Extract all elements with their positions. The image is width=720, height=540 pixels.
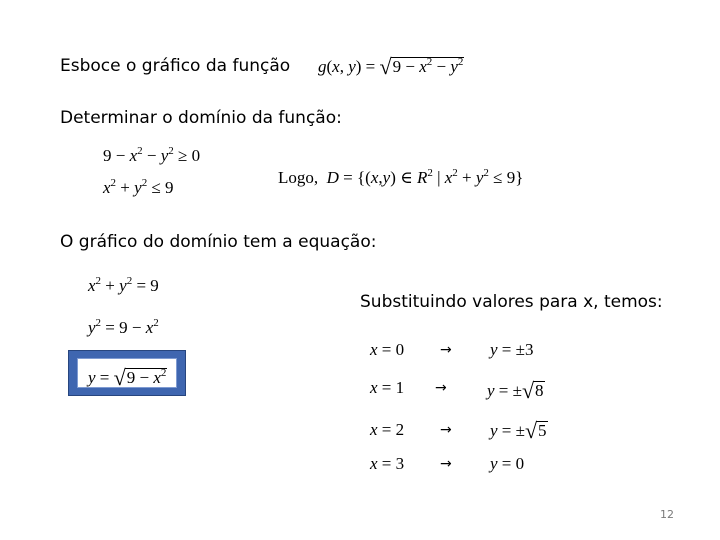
arrow-1: → (435, 380, 447, 396)
sub-y-3: y = 0 (490, 454, 525, 473)
heading-domain: Determinar o domínio da função: (60, 108, 342, 128)
heading-graph: O gráfico do domínio tem a equação: (60, 232, 377, 252)
domain-result: Logo, D = {(x,y) ∈ $R^2$ | $x^2 + y^2 \le 9$} (278, 167, 524, 187)
sub-x-3: x = 3 (370, 454, 405, 473)
function-definition: g(x, $y) = √9 - x^2 - y^2$ (318, 54, 464, 79)
page-number: 12 (660, 508, 674, 521)
sub-x-1: x = 1 (370, 378, 405, 397)
sub-y-1: y = ±√8 (487, 378, 544, 403)
sub-y-2: y = ±√5 (490, 418, 547, 443)
inequality-2: $x^2 + y^2 \le 9$ (103, 177, 174, 197)
heading-sketch: Esboce o gráfico da função (60, 56, 291, 76)
arrow-3: → (440, 456, 452, 472)
inequality-1: $9 - x^2 - y^2 \ge 0$ (103, 145, 201, 165)
equation-y-sqrt: $y = √9 - x^2$ (88, 365, 167, 390)
arrow-2: → (440, 422, 452, 438)
sub-y-0: y = ±3 (490, 340, 534, 359)
logo-label: Logo, (278, 168, 319, 187)
equation-y-squared: $y^2 = 9 - x^2$ (88, 317, 159, 337)
arrow-0: → (440, 342, 452, 358)
heading-substitute: Substituindo valores para x, temos: (360, 292, 663, 312)
equation-circle: $x^2 + y^2 = 9$ (88, 275, 159, 295)
sub-x-0: x = 0 (370, 340, 405, 359)
sub-x-2: x = 2 (370, 420, 405, 439)
